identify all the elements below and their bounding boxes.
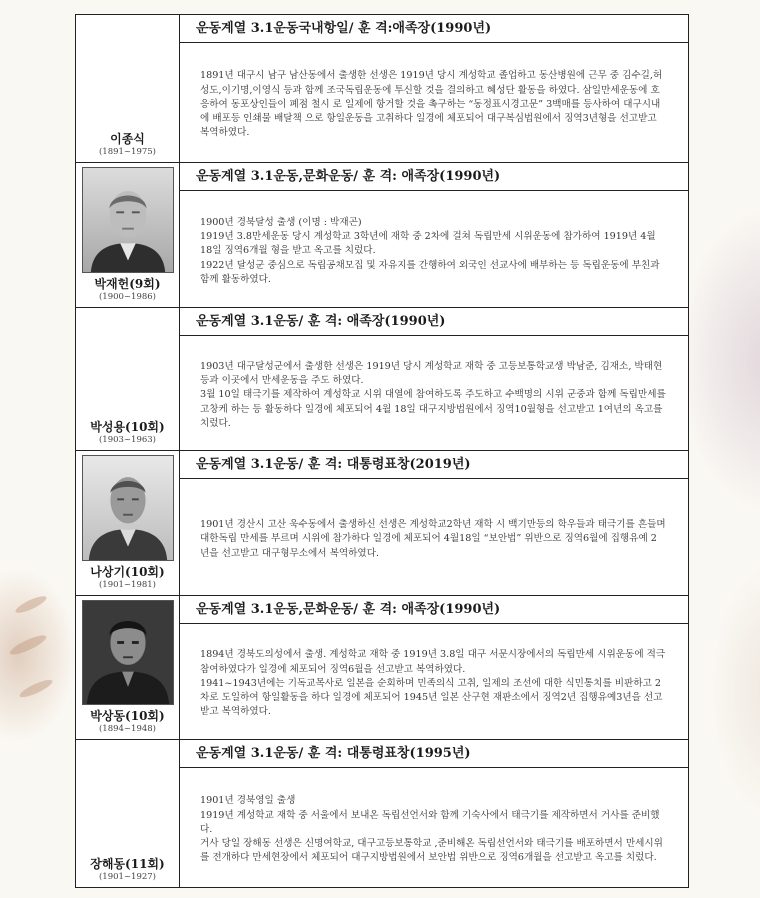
entry-row (76, 451, 688, 596)
entry-body (180, 479, 688, 595)
entry-heading: 운동계열 3.1운동국내항일/ 훈 격:애족장(1990년) (180, 15, 688, 43)
entry-paragraph: 1919년 3.8만세운동 당시 계성학교 3학년에 재학 중 2차에 걸쳐 독립만세 시위운동에 참가하여 1919년 4월 18일 징역6개월 형을 받고 옥고를 치렀다. (200, 231, 656, 257)
entry-heading: 운동계열 3.1운동,문화운동/ 훈 격: 애족장(1990년) (180, 163, 688, 191)
entry-content (180, 15, 688, 162)
entry-paragraph: 1922년 달성군 중심으로 독립공채모집 및 자유지를 간행하여 외국인 선교사에 배부하는 등 독립운동에 부친과 함께 활동하였다. (200, 259, 660, 285)
entry-body (180, 191, 688, 307)
person-cell (76, 740, 180, 887)
entry-paragraph: 1941~1943년에는 기독교목사로 일본을 순회하며 민족의식 고취, 일제의 조선에 대한 식민통치를 비판하고 2차로 도일하여 항일활동을 하다 일경에 체포되어 1945년 일본 산구현 재판소에서 징역2년 집행유예3년을 선고받고 복역하였다. (200, 677, 663, 718)
entry-body (180, 768, 688, 887)
entry-body (180, 336, 688, 450)
person-cell (76, 163, 180, 307)
person-years: (1901~1927) (98, 872, 157, 882)
person-cell (76, 596, 180, 739)
portrait-photo (82, 600, 174, 705)
entry-content (180, 163, 688, 307)
background-wash-left (0, 570, 75, 740)
entry-row (76, 740, 688, 887)
entry-heading: 운동계열 3.1운동/ 훈 격: 대통령표창(1995년) (180, 740, 688, 768)
person-years: (1901~1981) (98, 580, 157, 590)
entry-content (180, 740, 688, 887)
person-name: 나상기(10회) (90, 565, 165, 579)
entry-content (180, 451, 688, 595)
independence-activists-table (75, 14, 689, 888)
person-years: (1894~1948) (98, 724, 157, 734)
person-name: 이종식 (110, 132, 145, 146)
entry-row (76, 163, 688, 308)
person-cell (76, 15, 180, 162)
person-name: 박성용(10회) (90, 420, 165, 434)
entry-heading: 운동계열 3.1운동,문화운동/ 훈 격: 애족장(1990년) (180, 596, 688, 624)
entry-row (76, 15, 688, 163)
entry-paragraph: 1901년 경산시 고산 욱수동에서 출생하신 선생은 계성학교2학년 재학 시 백기만등의 학우들과 태극기를 흔들며 대한독립 만세를 부르며 시위에 참가하다 일경에 체포되어 4월18일 “보안법” 위반으로 징역6월에 집행유예 2년을 선고받고 대구형무소에서 복역하였다. (200, 519, 666, 559)
entry-paragraph: 1900년 경북달성 출생 (이명 : 박재곤) (200, 216, 362, 228)
entry-content (180, 308, 688, 450)
entry-paragraph: 3월 10일 태극기를 제작하여 계성학교 시위 대열에 참여하도록 주도하고 수백명의 시위 군중과 함께 독립만세를 고창케 하는 등 활동하다 일경에 체포되어 4월 18일 대구지방법원에서 징역10월형을 선고받고 1여년의 옥고를 치렀다. (200, 389, 666, 429)
brush-stroke (14, 593, 49, 616)
entry-paragraph: 거사 당일 장해동 선생은 신명여학교, 대구고등보통학교 ,준비해온 독립선언서와 태극기를 배포하면서 만세시위를 전개하다 만세현장에서 체포되어 대구지방법원에서 보안법 위반으로 징역6개월을 선고받고 옥고를 치렀다. (200, 838, 663, 864)
entry-heading: 운동계열 3.1운동/ 훈 격: 대통령표창(2019년) (180, 451, 688, 479)
entry-body (180, 43, 688, 162)
entry-paragraph: 1919년 계성학교 재학 중 서울에서 보내온 독립선언서와 함께 기숙사에서 태극기를 제작하면서 거사를 준비했다. (200, 809, 660, 835)
person-years: (1900~1986) (98, 292, 157, 302)
person-cell (76, 308, 180, 450)
portrait-photo (82, 167, 174, 273)
entry-row (76, 308, 688, 451)
background-wash-right (680, 210, 760, 510)
entry-paragraph: 1894년 경북도의성에서 출생. 계성학교 재학 중 1919년 3.8일 대구 서문시장에서의 독립만세 시위운동에 적극 참여하였다가 일경에 체포되어 징역6월을 선고받고 복역하였다. (200, 649, 666, 675)
person-years: (1891~1975) (98, 147, 157, 157)
entry-paragraph: 1901년 경북영일 출생 (200, 795, 296, 807)
person-name: 장해동(11회) (90, 857, 165, 871)
entry-heading: 운동계열 3.1운동/ 훈 격: 애족장(1990년) (180, 308, 688, 336)
brush-stroke (8, 632, 48, 658)
brush-stroke (18, 677, 54, 700)
person-name: 박재헌(9회) (94, 277, 161, 291)
entry-body (180, 624, 688, 739)
person-name: 박상동(10회) (90, 709, 165, 723)
portrait-photo (82, 455, 174, 561)
entry-row (76, 596, 688, 740)
person-cell (76, 451, 180, 595)
entry-content (180, 596, 688, 739)
entry-paragraph: 1891년 대구시 남구 남산동에서 출생한 선생은 1919년 당시 계성학교 졸업하고 동산병원에 근무 중 김수길,허성도,이기명,이영식 등과 함께 조국독립운동에 투신할 것을 결의하고 혜성단 활동을 하였다. 삼일만세운동에 호응하여 동포상인들이 폐점 철시 로 일제에 항거할 것을 촉구하는 “동정표시경고문” 3백매를 등사하여 대구시내에 배포등 인쇄물 배달책 으로 항일운동을 고취하다 일경에 체포되어 대구복심법원에서 징역3년형을 선고받고 복역하였다. (200, 70, 663, 139)
person-years: (1903~1963) (98, 435, 157, 445)
entry-paragraph: 1903년 대구달성군에서 출생한 선생은 1919년 당시 계성학교 재학 중 고등보통학교생 박남준, 김재소, 박태현 등과 이곳에서 만세운동을 주도 하였다. (200, 360, 663, 387)
background-wash-right-lower (710, 560, 760, 820)
